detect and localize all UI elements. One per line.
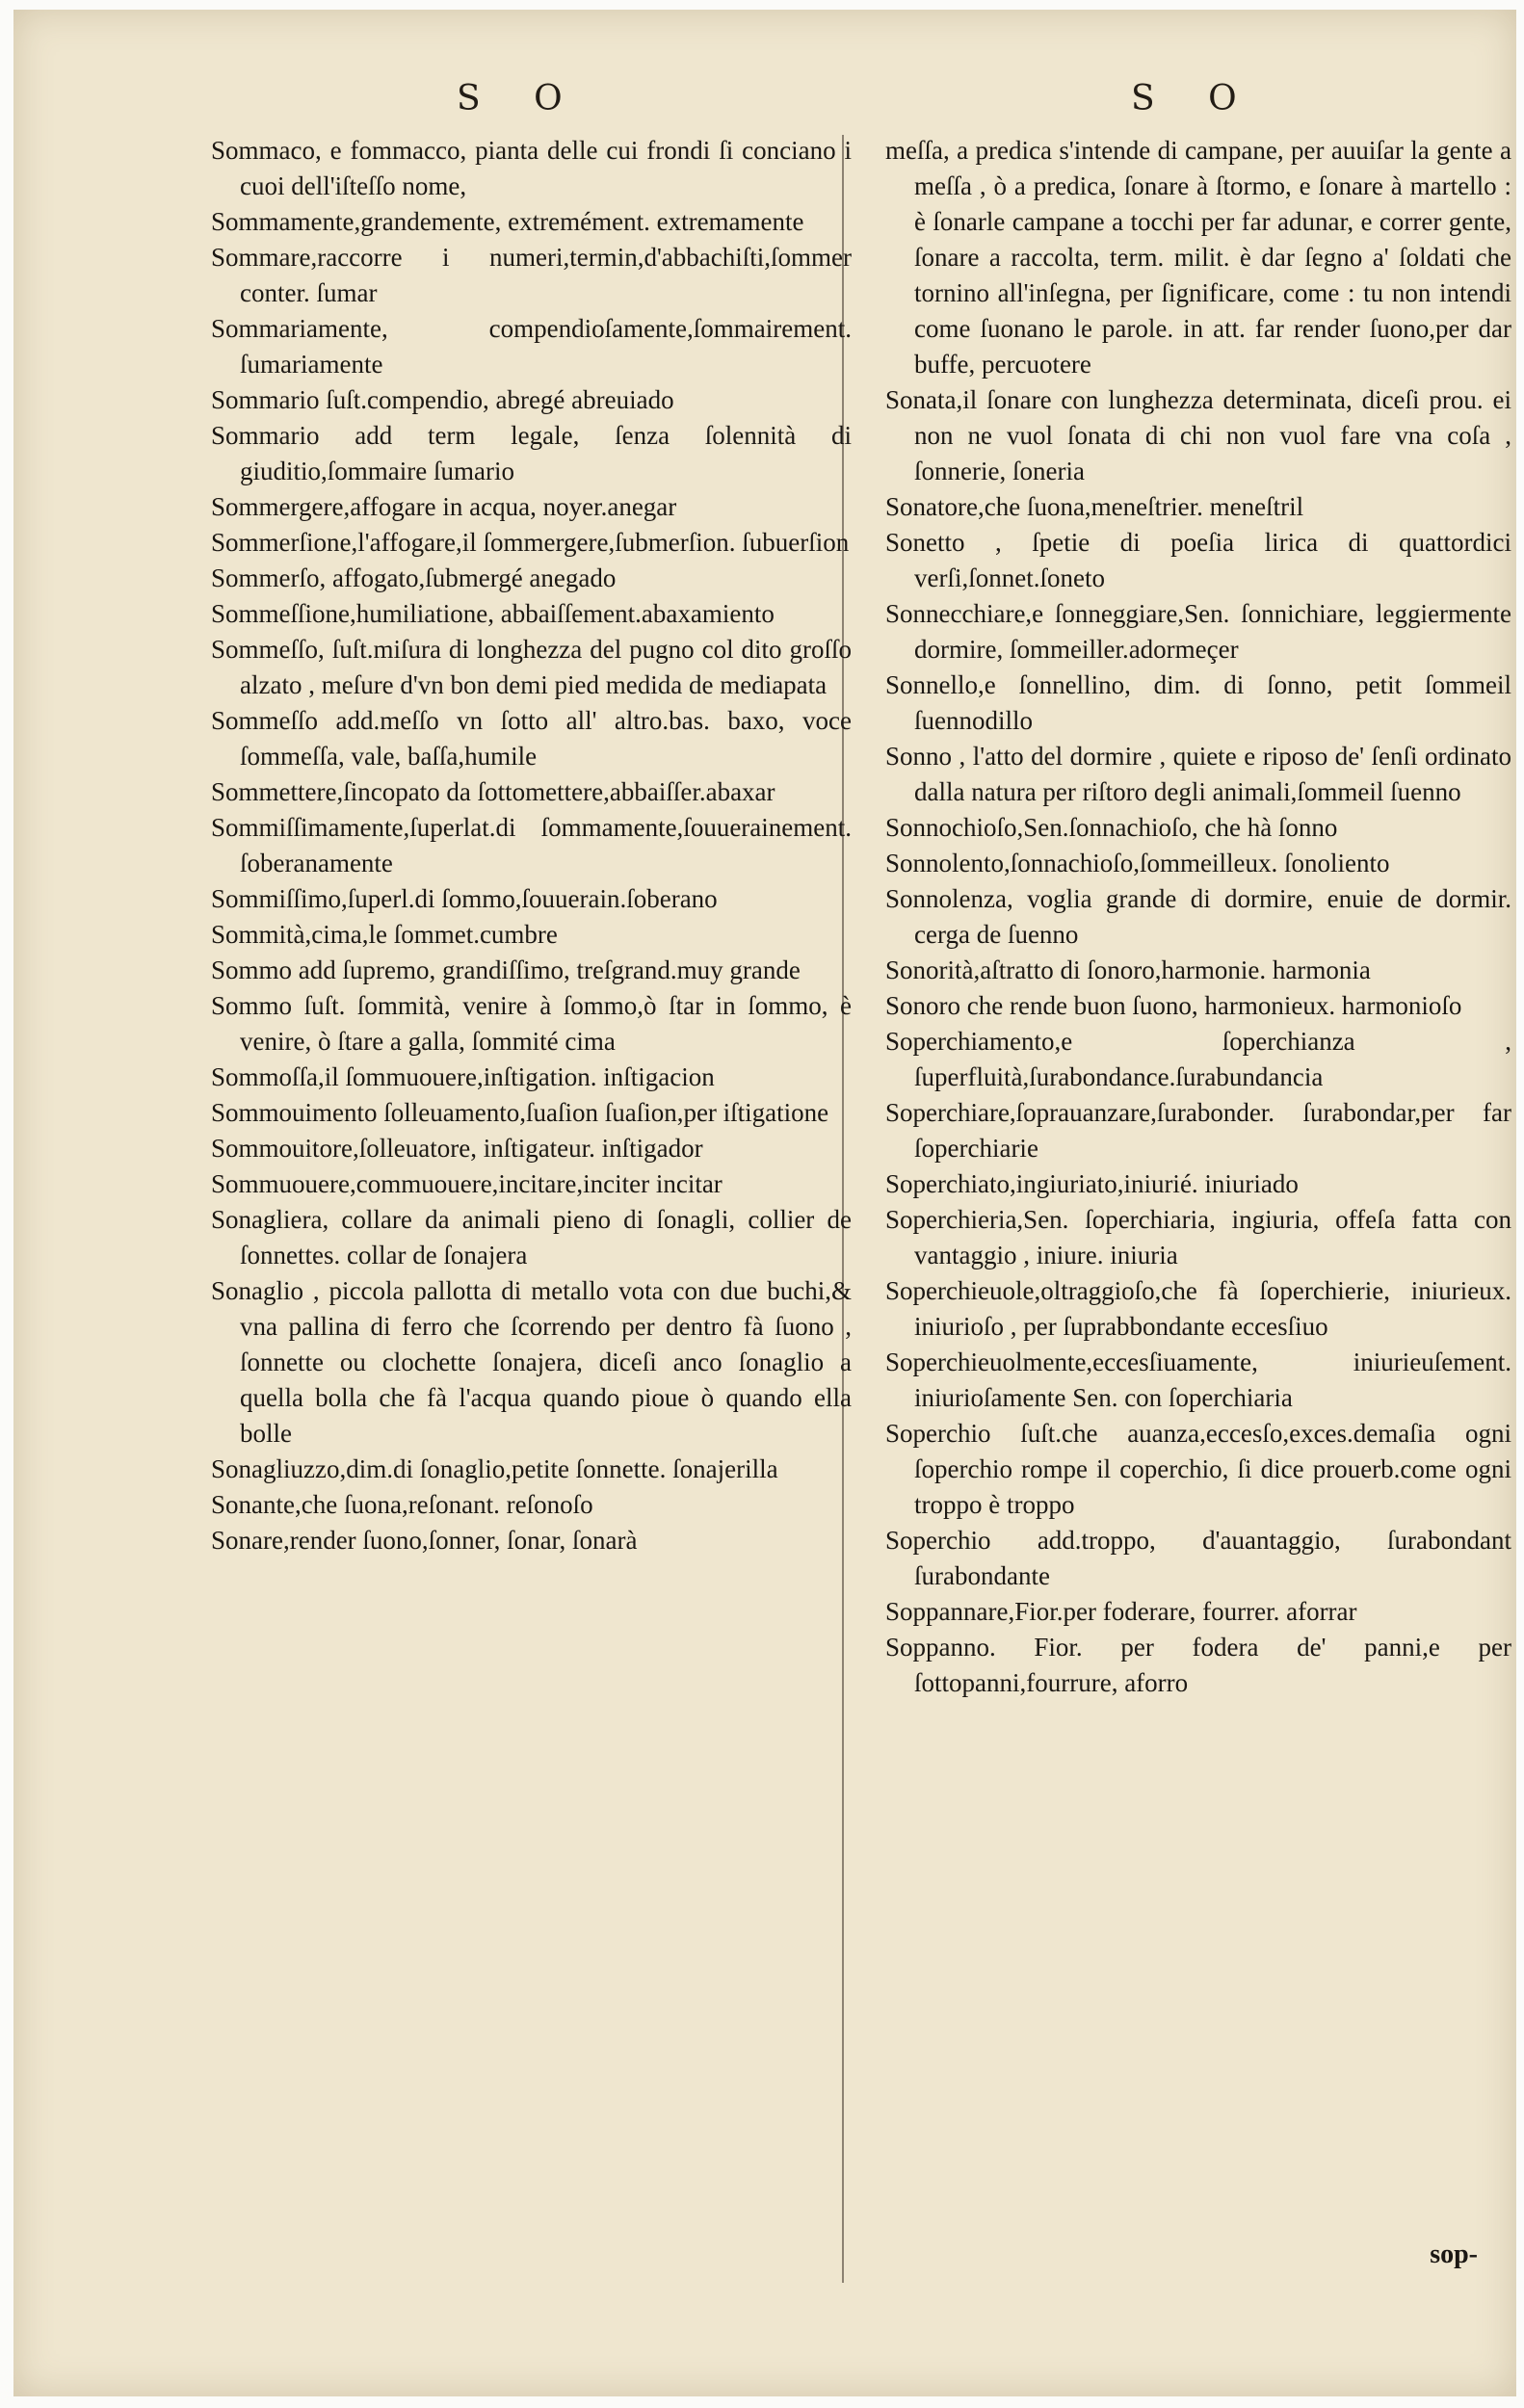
- page: [13, 10, 1516, 2396]
- entry: Sonatore,che ſuona,meneſtrier. meneſtril: [885, 492, 1304, 521]
- right-column: [885, 133, 1511, 1701]
- entry: Sonata,il ſonare con lunghezza determinata, diceſi prou. ei non ne vuol ſonata di chi non vuol fare vna coſa , ſonnerie, ſoneria: [885, 385, 1511, 485]
- entry: Soperchiato,ingiuriato,iniurié. iniuriado: [885, 1169, 1299, 1198]
- entry: Sonaglio , piccola pallotta di metallo vota con due buchi,& vna pallina di ferro che ſcorrendo per dentro fà ſuono , ſonnette ou clochette ſonajera, diceſi anco ſonaglio a quella bolla che fà l'acqua quando pioue ò quando ella bolle: [211, 1276, 852, 1448]
- entry: Sonoro che rende buon ſuono, harmonieux. harmonioſo: [885, 991, 1462, 1020]
- entry: Sommamente,grandemente, extremément. extremamente: [211, 207, 804, 236]
- entry: Soperchio add.troppo, d'auantaggio, ſurabondant ſurabondante: [885, 1526, 1511, 1590]
- entry: Sommiſſimo,ſuperl.di ſommo,ſouuerain.ſoberano: [211, 884, 718, 913]
- entry: Sonagliera, collare da animali pieno di ſonagli, collier de ſonnettes. collar de ſonajera: [211, 1205, 852, 1269]
- entry: Sonagliuzzo,dim.di ſonaglio,petite ſonnette. ſonajerilla: [211, 1454, 778, 1483]
- left-running-head: S O: [457, 79, 584, 118]
- entry: Sommare,raccorre i numeri,termin,d'abbachiſti,ſommer conter. ſumar: [211, 243, 852, 307]
- entry: Soperchiamento,e ſoperchianza , ſuperfluità,ſurabondance.ſurabundancia: [885, 1027, 1511, 1091]
- entry: Soppanno. Fior. per fodera de' panni,e per ſottopanni,fourrure, aforro: [885, 1633, 1511, 1697]
- entry: Sommeſſione,humiliatione, abbaiſſement.abaxamiento: [211, 599, 775, 628]
- entry: Sommeſſo add.meſſo vn ſotto all' altro.bas. baxo, voce ſommeſſa, vale, baſſa,humile: [211, 706, 852, 771]
- entry: Soppannare,Fior.per foderare, fourrer. aforrar: [885, 1597, 1357, 1626]
- entry: Sommoſſa,il ſommuouere,inſtigation. inſtigacion: [211, 1062, 715, 1091]
- entry: Soperchio ſuſt.che auanza,eccesſo,exces.demaſia ogni ſoperchio rompe il coperchio, ſi dice prouerb.come ogni troppo è troppo: [885, 1419, 1511, 1519]
- entry: Sommità,cima,le ſommet.cumbre: [211, 920, 558, 949]
- entry: Sonorità,aſtratto di ſonoro,harmonie. harmonia: [885, 955, 1371, 984]
- entry: Sommariamente, compendioſamente,ſommairement. ſumariamente: [211, 314, 852, 379]
- entry: Soperchieuole,oltraggioſo,che fà ſoperchierie, iniurieux. iniurioſo , per ſuprabbondante eccesſiuo: [885, 1276, 1511, 1341]
- entry: Sommo add ſupremo, grandiſſimo, treſgrand.muy grande: [211, 955, 801, 984]
- entry: meſſa, a predica s'intende di campane, per auuiſar la gente a meſſa , ò a predica, ſonare à ſtormo, e ſonare à martello : è ſonarle campane a tocchi per far adunar, e correr gente, ſonare a raccolta, term. milit. è dar ſegno a' ſoldati che tornino all'inſegna, per ſignificare, come : tu non intendi come ſuonano le parole. in att. far render ſuono,per dar buffe, percuotere: [885, 136, 1511, 379]
- entry: Sommeſſo, ſuſt.miſura di longhezza del pugno col dito groſſo alzato , meſure d'vn bon demi pied medida de mediapata: [211, 635, 852, 699]
- entry: Sommerſione,l'affogare,il ſommergere,ſubmerſion. ſubuerſion: [211, 528, 850, 557]
- entry: Sommaco, e fommacco, pianta delle cui frondi ſi conciano i cuoi dell'iſteſſo nome,: [211, 136, 852, 200]
- entry: Sommuouere,commuouere,incitare,inciter incitar: [211, 1169, 723, 1198]
- entry: Sonnecchiare,e ſonneggiare,Sen. ſonnichiare, leggiermente dormire, ſommeiller.adormeçer: [885, 599, 1511, 664]
- entry: Sommettere,ſincopato da ſottomettere,abbaiſſer.abaxar: [211, 777, 775, 806]
- entry: Sommario add term legale, ſenza ſolennità di giuditio,ſommaire ſumario: [211, 421, 852, 485]
- entry: Sommergere,affogare in acqua, noyer.anegar: [211, 492, 677, 521]
- entry: Sommouitore,ſolleuatore, inſtigateur. inſtigador: [211, 1134, 703, 1163]
- entry: Soperchieria,Sen. ſoperchiaria, ingiuria, offeſa fatta con vantaggio , iniure. iniuria: [885, 1205, 1511, 1269]
- entry: Sonante,che ſuona,reſonant. reſonoſo: [211, 1490, 593, 1519]
- entry: Soperchiare,ſoprauanzare,ſurabonder. ſurabondar,per far ſoperchiarie: [885, 1098, 1511, 1163]
- entry: Sonare,render ſuono,ſonner, ſonar, ſonarà: [211, 1526, 638, 1555]
- left-column: [211, 133, 852, 1558]
- right-running-head: S O: [1131, 79, 1258, 118]
- entry: Sommario ſuſt.compendio, abregé abreuiado: [211, 385, 674, 414]
- entry: Sommouimento ſolleuamento,ſuaſion ſuaſion,per iſtigatione: [211, 1098, 829, 1127]
- catchword: sop-: [1430, 2239, 1478, 2269]
- entry: Sonnochioſo,Sen.ſonnachioſo, che hà ſonno: [885, 813, 1338, 842]
- entry: Sonno , l'atto del dormire , quiete e riposo de' ſenſi ordinato dalla natura per riſtoro degli animali,ſommeil ſuenno: [885, 742, 1511, 806]
- entry: Sonnello,e ſonnellino, dim. di ſonno, petit ſommeil ſuennodillo: [885, 670, 1511, 735]
- entry: Soperchieuolmente,eccesſiuamente, iniurieuſement. iniurioſamente Sen. con ſoperchiaria: [885, 1348, 1511, 1412]
- entry: Sonetto , ſpetie di poeſia lirica di quattordici verſi,ſonnet.ſoneto: [885, 528, 1511, 592]
- entry: Sommerſo, affogato,ſubmergé anegado: [211, 563, 617, 592]
- entry: Sommiſſimamente,ſuperlat.di ſommamente,ſouuerainement. ſoberanamente: [211, 813, 852, 877]
- entry: Sommo ſuſt. ſommità, venire à ſommo,ò ſtar in ſommo, è venire, ò ſtare a galla, ſommité cima: [211, 991, 852, 1056]
- entry: Sonnolenza, voglia grande di dormire, enuie de dormir. cerga de ſuenno: [885, 884, 1511, 949]
- entry: Sonnolento,ſonnachioſo,ſommeilleux. ſonoliento: [885, 849, 1390, 877]
